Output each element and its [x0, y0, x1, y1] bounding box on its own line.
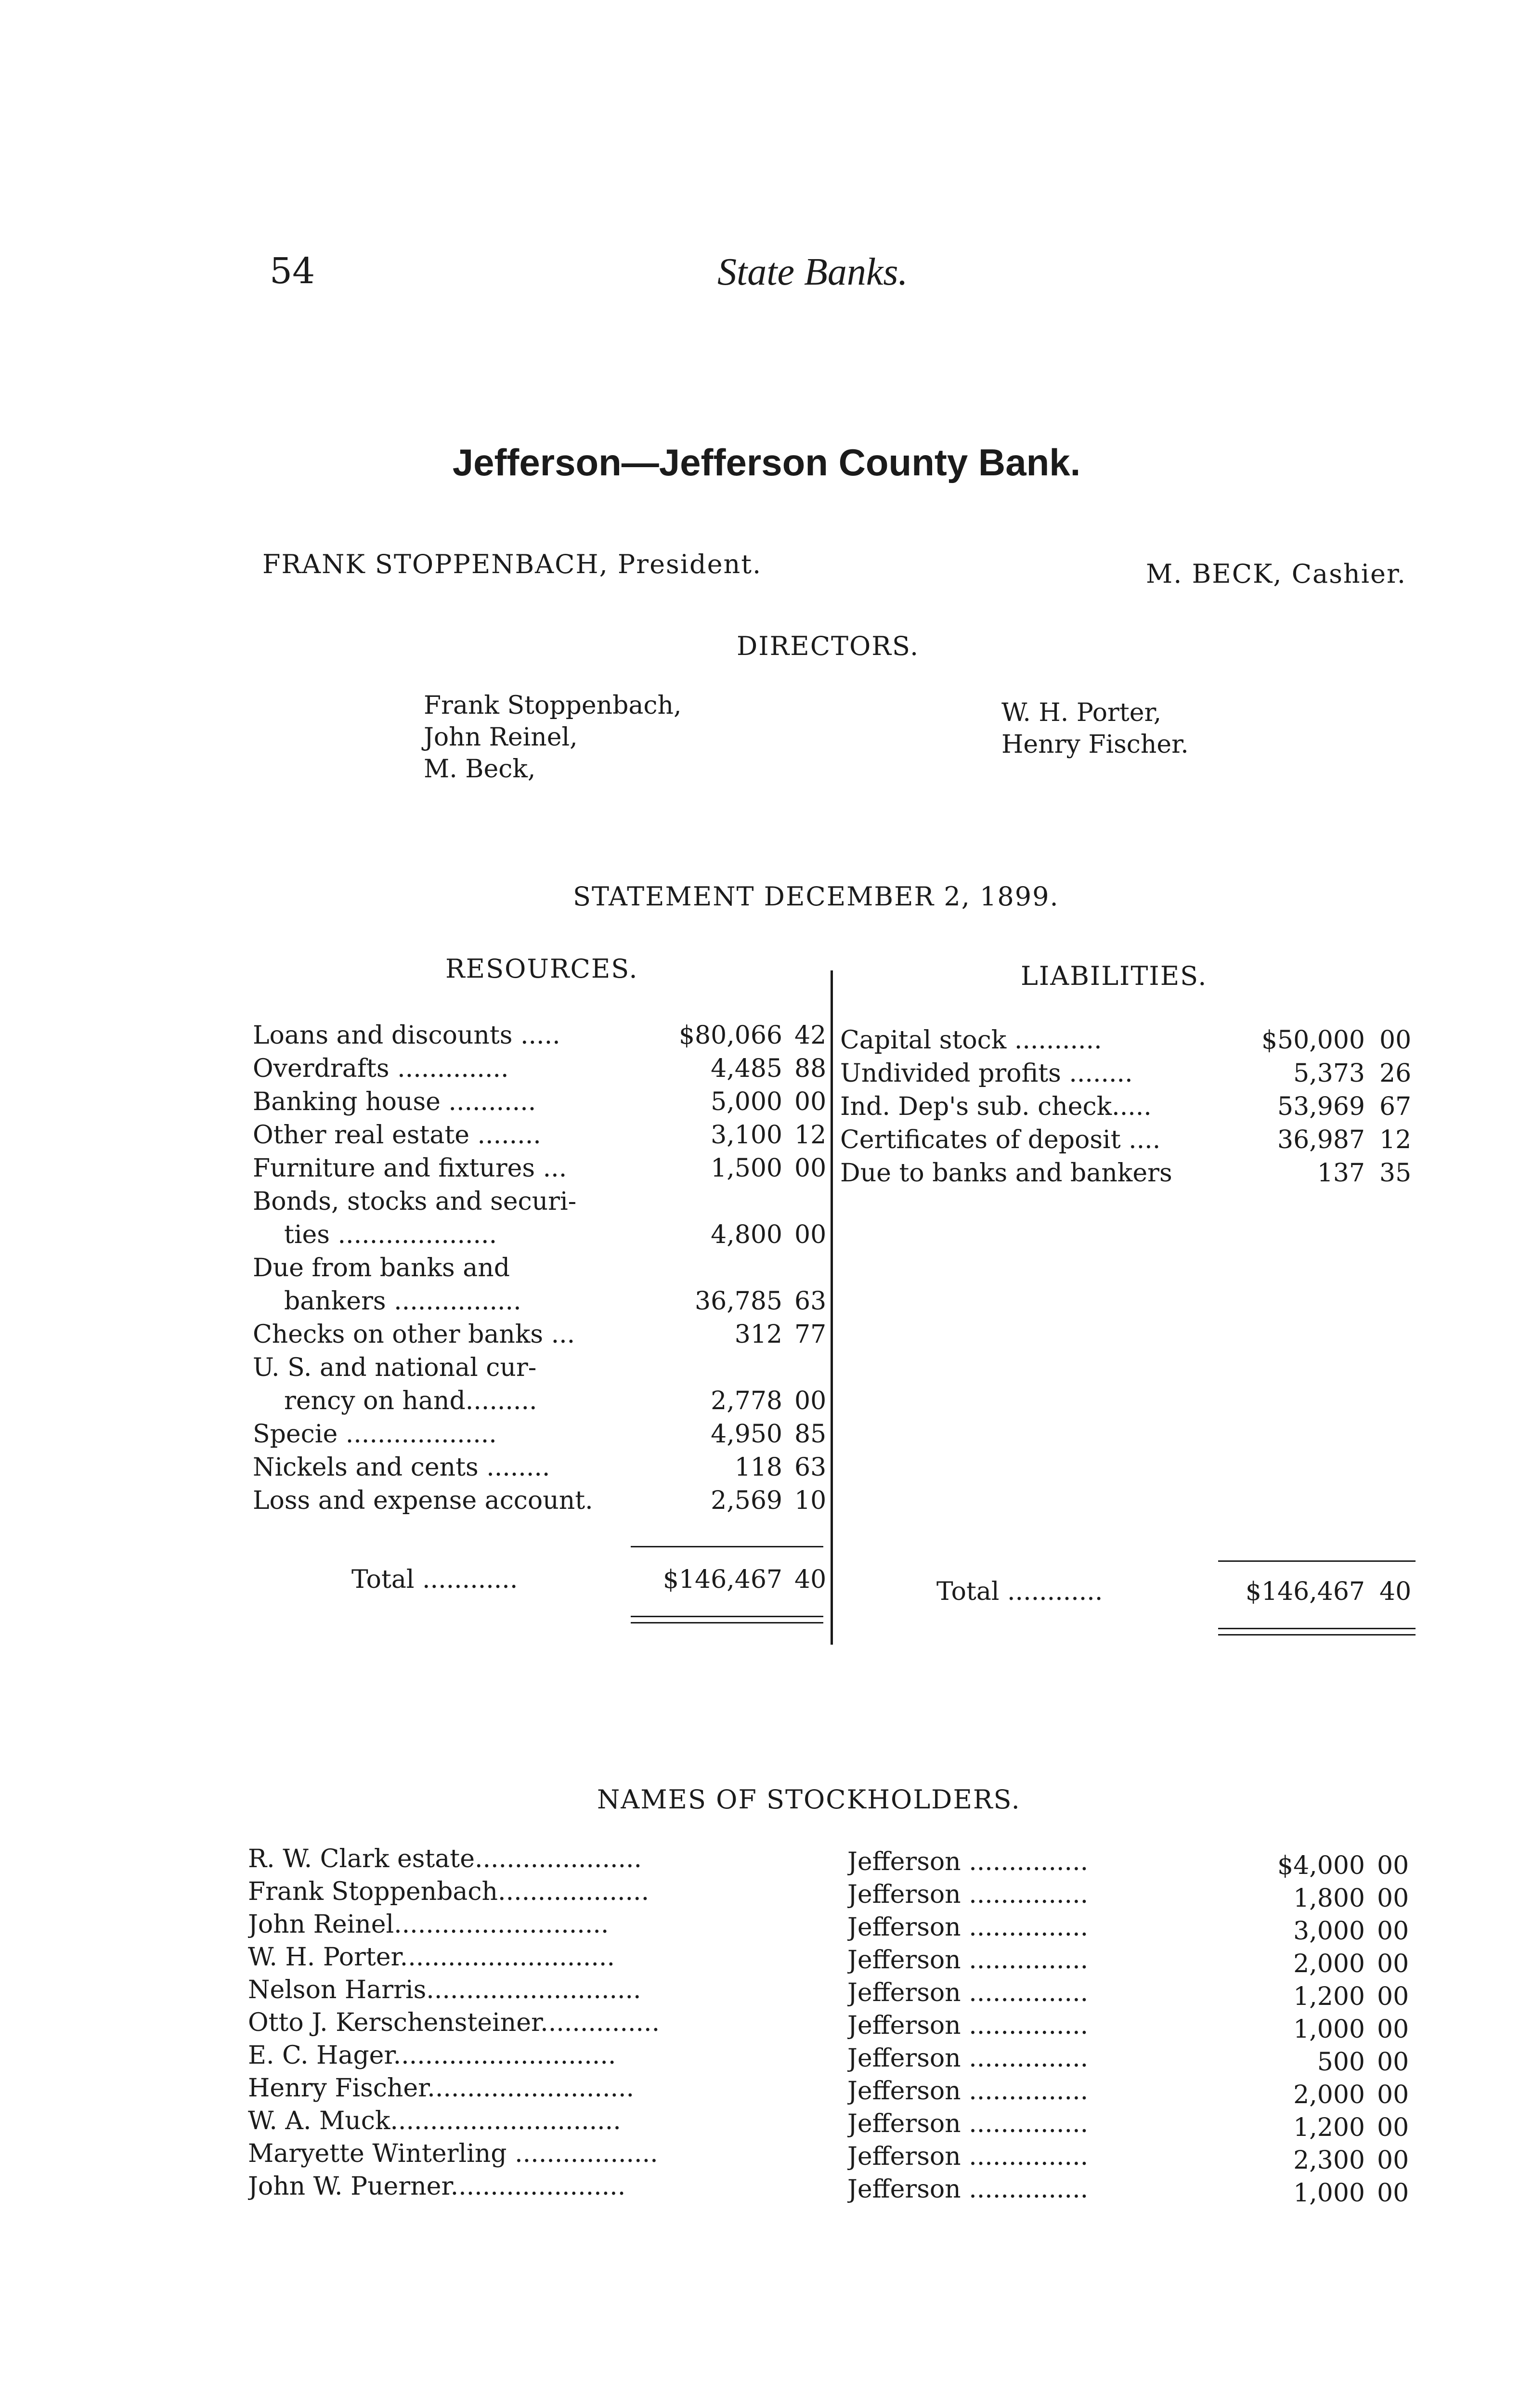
- liability-label: Ind. Dep's sub. check.....: [840, 1092, 1152, 1121]
- resource-dollars: 2,569: [711, 1486, 782, 1515]
- stockholder-place: Jefferson ...............: [847, 1880, 1089, 1909]
- resource-dollars: 4,485: [711, 1054, 782, 1083]
- resource-dollars: $80,066: [678, 1021, 782, 1050]
- liability-cents: 00: [1379, 1026, 1412, 1055]
- resource-label: U. S. and national cur-: [253, 1353, 537, 1382]
- resource-label: Nickels and cents ........: [253, 1453, 550, 1482]
- stockholder-cents: 00: [1377, 2048, 1409, 2077]
- liabilities-total-label: Total ............: [936, 1577, 1103, 1606]
- liability-cents: 67: [1379, 1092, 1412, 1121]
- resource-dollars: 312: [734, 1320, 782, 1349]
- liabilities-total-rule: [1218, 1560, 1416, 1562]
- stockholder-dollars: $4,000: [1277, 1851, 1365, 1880]
- running-title: State Banks.: [717, 251, 908, 293]
- stockholder-cents: 00: [1377, 1917, 1409, 1946]
- resource-label: ties ....................: [284, 1220, 497, 1249]
- resource-dollars: 1,500: [711, 1154, 782, 1183]
- resource-label: Specie ...................: [253, 1420, 497, 1449]
- resource-label: Bonds, stocks and securi-: [253, 1187, 577, 1216]
- liabilities-total-double-rule-1: [1218, 1628, 1416, 1629]
- liability-dollars: 53,969: [1277, 1092, 1365, 1121]
- resource-cents: 10: [794, 1486, 827, 1515]
- liabilities-total-cents: 40: [1379, 1577, 1412, 1606]
- stockholder-cents: 00: [1377, 2179, 1409, 2208]
- stockholder-cents: 00: [1377, 1982, 1409, 2011]
- resource-dollars: 118: [734, 1453, 782, 1482]
- stockholders-heading: NAMES OF STOCKHOLDERS.: [597, 1784, 1021, 1815]
- stockholder-name: E. C. Hager............................: [248, 2041, 616, 2070]
- stockholder-place: Jefferson ...............: [847, 1946, 1089, 1975]
- liability-cents: 26: [1379, 1059, 1412, 1088]
- stockholder-dollars: 1,800: [1293, 1884, 1365, 1913]
- stockholder-name: John Reinel...........................: [248, 1910, 609, 1939]
- stockholder-place: Jefferson ...............: [847, 2175, 1089, 2204]
- stockholder-cents: 00: [1377, 1851, 1409, 1880]
- resource-cents: 63: [794, 1287, 827, 1316]
- stockholder-dollars: 500: [1317, 2048, 1365, 2077]
- resources-heading: RESOURCES.: [445, 954, 638, 984]
- resources-total-label: Total ............: [351, 1565, 518, 1594]
- resource-dollars: 2,778: [711, 1387, 782, 1415]
- liability-dollars: 36,987: [1277, 1125, 1365, 1154]
- resource-cents: 85: [794, 1420, 827, 1449]
- stockholder-name: Nelson Harris...........................: [248, 1976, 641, 2004]
- liability-label: Capital stock ...........: [840, 1026, 1102, 1055]
- stockholder-cents: 00: [1377, 2146, 1409, 2175]
- resource-label: Banking house ...........: [253, 1087, 536, 1116]
- liability-dollars: 5,373: [1293, 1059, 1365, 1088]
- resource-cents: 00: [794, 1154, 827, 1183]
- stockholder-name: Maryette Winterling ..................: [248, 2139, 658, 2168]
- stockholder-place: Jefferson ...............: [847, 2077, 1089, 2106]
- resource-label: Other real estate ........: [253, 1121, 541, 1150]
- stockholder-cents: 00: [1377, 1884, 1409, 1913]
- liability-dollars: $50,000: [1261, 1026, 1365, 1055]
- stockholder-name: Otto J. Kerschensteiner...............: [248, 2008, 660, 2037]
- stockholder-place: Jefferson ...............: [847, 1913, 1089, 1942]
- stockholder-dollars: 2,300: [1293, 2146, 1365, 2175]
- stockholder-dollars: 1,000: [1293, 2179, 1365, 2208]
- resource-dollars: 3,100: [711, 1121, 782, 1150]
- stockholder-name: W. A. Muck.............................: [248, 2107, 621, 2135]
- resources-total-double-rule-2: [631, 1622, 823, 1623]
- resource-cents: 00: [794, 1087, 827, 1116]
- stockholder-place: Jefferson ...............: [847, 2011, 1089, 2040]
- stockholder-name: Frank Stoppenbach...................: [248, 1877, 650, 1906]
- liabilities-heading: LIABILITIES.: [1021, 961, 1208, 991]
- column-divider: [831, 970, 833, 1645]
- resource-cents: 77: [794, 1320, 827, 1349]
- stockholder-cents: 00: [1377, 1950, 1409, 1978]
- resource-label: bankers ................: [284, 1287, 521, 1316]
- resources-total-double-rule-1: [631, 1616, 823, 1617]
- resource-cents: 00: [794, 1220, 827, 1249]
- resources-total-dollars: $146,467: [663, 1565, 782, 1594]
- resource-cents: 00: [794, 1387, 827, 1415]
- resource-dollars: 5,000: [711, 1087, 782, 1116]
- stockholder-dollars: 2,000: [1293, 2081, 1365, 2109]
- statement-heading: STATEMENT DECEMBER 2, 1899.: [573, 881, 1059, 912]
- resource-label: Checks on other banks ...: [253, 1320, 575, 1349]
- stockholder-cents: 00: [1377, 2081, 1409, 2109]
- directors-heading: DIRECTORS.: [737, 631, 920, 661]
- stockholder-name: W. H. Porter...........................: [248, 1943, 615, 1972]
- liabilities-total-dollars: $146,467: [1245, 1577, 1365, 1606]
- resources-total-rule: [631, 1546, 823, 1547]
- stockholder-place: Jefferson ...............: [847, 2142, 1089, 2171]
- liability-dollars: 137: [1317, 1159, 1365, 1188]
- resource-cents: 42: [794, 1021, 827, 1050]
- director-name: M. Beck,: [424, 755, 536, 784]
- resource-label: Furniture and fixtures ...: [253, 1154, 567, 1183]
- resource-label: Overdrafts ..............: [253, 1054, 509, 1083]
- resource-label: rency on hand.........: [284, 1387, 537, 1415]
- stockholder-name: John W. Puerner......................: [248, 2172, 626, 2201]
- stockholder-dollars: 3,000: [1293, 1917, 1365, 1946]
- stockholder-dollars: 1,000: [1293, 2015, 1365, 2044]
- director-name: W. H. Porter,: [1001, 698, 1162, 727]
- resource-dollars: 4,950: [711, 1420, 782, 1449]
- liabilities-total-double-rule-2: [1218, 1634, 1416, 1636]
- stockholder-dollars: 1,200: [1293, 2113, 1365, 2142]
- stockholder-place: Jefferson ...............: [847, 2044, 1089, 2073]
- resource-label: Loans and discounts .....: [253, 1021, 560, 1050]
- resource-dollars: 4,800: [711, 1220, 782, 1249]
- stockholder-name: Henry Fischer..........................: [248, 2074, 635, 2103]
- liability-cents: 35: [1379, 1159, 1412, 1188]
- resource-cents: 12: [794, 1121, 827, 1150]
- stockholder-cents: 00: [1377, 2113, 1409, 2142]
- bank-title: Jefferson—Jefferson County Bank.: [452, 441, 1081, 484]
- director-name: John Reinel,: [424, 723, 578, 752]
- resource-dollars: 36,785: [695, 1287, 782, 1316]
- liability-label: Due to banks and bankers: [840, 1159, 1172, 1188]
- liability-cents: 12: [1379, 1125, 1412, 1154]
- resource-cents: 88: [794, 1054, 827, 1083]
- stockholder-place: Jefferson ...............: [847, 1978, 1089, 2007]
- stockholder-dollars: 2,000: [1293, 1950, 1365, 1978]
- director-name: Frank Stoppenbach,: [424, 691, 682, 720]
- stockholder-cents: 00: [1377, 2015, 1409, 2044]
- resource-label: Due from banks and: [253, 1254, 510, 1283]
- stockholder-dollars: 1,200: [1293, 1982, 1365, 2011]
- page-number: 54: [270, 250, 315, 292]
- resource-cents: 63: [794, 1453, 827, 1482]
- stockholder-place: Jefferson ...............: [847, 1847, 1089, 1876]
- cashier-line: M. BECK, Cashier.: [1146, 559, 1406, 589]
- president-line: FRANK STOPPENBACH, President.: [262, 549, 762, 579]
- stockholder-name: R. W. Clark estate.....................: [248, 1845, 642, 1873]
- resources-total-cents: 40: [794, 1565, 827, 1594]
- resource-label: Loss and expense account.: [253, 1486, 593, 1515]
- liability-label: Undivided profits ........: [840, 1059, 1133, 1088]
- stockholder-place: Jefferson ...............: [847, 2109, 1089, 2138]
- director-name: Henry Fischer.: [1001, 730, 1189, 759]
- liability-label: Certificates of deposit ....: [840, 1125, 1161, 1154]
